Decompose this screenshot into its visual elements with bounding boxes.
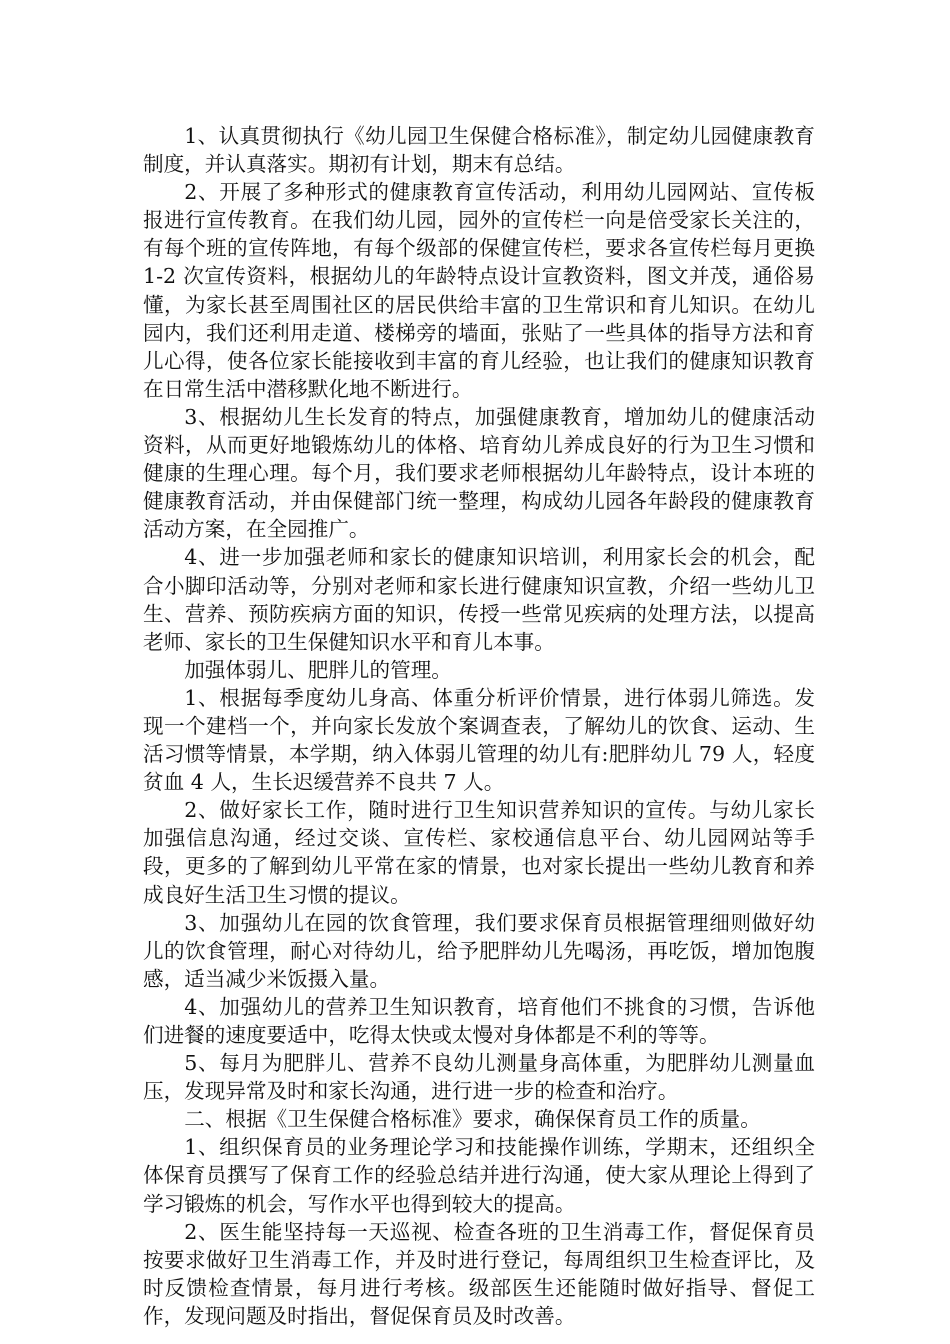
paragraph-weak-child-screening: 1、根据每季度幼儿身高、体重分析评价情景，进行体弱儿筛选。发现一个建档一个，并向家长发放个案调查表，了解幼儿的饮食、运动、生活习惯等情景，本学期，纳入体弱儿管理的幼儿有:肥胖幼儿 79 人，轻度贫血 4 人，生长迟缓营养不良共 7 人。 xyxy=(143,685,815,795)
paragraph-monthly-measurement: 5、每月为肥胖儿、营养不良幼儿测量身高体重，为肥胖幼儿测量血压，发现异常及时和家长沟通，进行进一步的检查和治疗。 xyxy=(143,1051,815,1104)
section-heading-caregiver-quality: 二、根据《卫生保健合格标准》要求，确保保育员工作的质量。 xyxy=(184,1107,761,1132)
paragraph-caregiver-training: 1、组织保育员的业务理论学习和技能操作训练，学期末，还组织全体保育员撰写了保育工作的经验总结并进行沟通，使大家从理论上得到了学习锻炼的机会，写作水平也得到较大的提高。 xyxy=(143,1135,815,1216)
paragraph-doctor-inspection: 2、医生能坚持每一天巡视、检查各班的卫生消毒工作，督促保育员按要求做好卫生消毒工作，并及时进行登记，每周组织卫生检查评比，及时反馈检查情景，每月进行考核。级部医生还能随时做好指导、督促工作，发现问题及时指出，督促保育员及时改善。 xyxy=(143,1219,815,1328)
paragraph-health-publicity: 2、开展了多种形式的健康教育宣传活动，利用幼儿园网站、宣传板报进行宣传教育。在我们幼儿园，园外的宣传栏一向是倍受家长关注的，有每个班的宣传阵地，有每个级部的保健宣传栏，要求各宣传栏每月更换 1-2 次宣传资料，根据幼儿的年龄特点设计宣教资料，图文并茂，通俗易懂，为家长甚至周围社区的居民供给丰富的卫生常识和育儿知识。在幼儿园内，我们还利用走道、楼梯旁的墙面，张贴了一些具体的指导方法和育儿心得，使各位家长能接收到丰富的育儿经验，也让我们的健康知识教育在日常生活中潜移默化地不断进行。 xyxy=(143,180,815,401)
paragraph-health-activities: 3、根据幼儿生长发育的特点，加强健康教育，增加幼儿的健康活动资料，从而更好地锻炼幼儿的体格、培育幼儿养成良好的行为卫生习惯和健康的生理心理。每个月，我们要求老师根据幼儿年龄特点，设计本班的健康教育活动，并由保健部门统一整理，构成幼儿园各年龄段的健康教育活动方案，在全园推广。 xyxy=(143,404,815,542)
section-heading-weak-obese-children: 加强体弱儿、肥胖儿的管理。 xyxy=(184,657,452,682)
paragraph-diet-management: 3、加强幼儿在园的饮食管理，我们要求保育员根据管理细则做好幼儿的饮食管理，耐心对待幼儿，给予肥胖幼儿先喝汤，再吃饭，增加饱腹感，适当减少米饭摄入量。 xyxy=(143,910,815,991)
document-page xyxy=(143,122,815,1330)
paragraph-nutrition-education: 4、加强幼儿的营养卫生知识教育，培育他们不挑食的习惯，告诉他们进餐的速度要适中，吃得太快或太慢对身体都是不利的等等。 xyxy=(143,994,815,1047)
paragraph-health-standard: 1、认真贯彻执行《幼儿园卫生保健合格标准》，制定幼儿园健康教育制度，并认真落实。期初有计划，期末有总结。 xyxy=(143,124,815,177)
paragraph-parent-work: 2、做好家长工作，随时进行卫生知识营养知识的宣传。与幼儿家长加强信息沟通，经过交谈、宣传栏、家校通信息平台、幼儿园网站等手段，更多的了解到幼儿平常在家的情景，也对家长提出一些幼儿教育和养成良好生活卫生习惯的提议。 xyxy=(143,798,815,907)
paragraph-knowledge-training: 4、进一步加强老师和家长的健康知识培训，利用家长会的机会，配合小脚印活动等，分别对老师和家长进行健康知识宣教，介绍一些幼儿卫生、营养、预防疾病方面的知识，传授一些常见疾病的处理方法，以提高老师、家长的卫生保健知识水平和育儿本事。 xyxy=(143,545,815,654)
